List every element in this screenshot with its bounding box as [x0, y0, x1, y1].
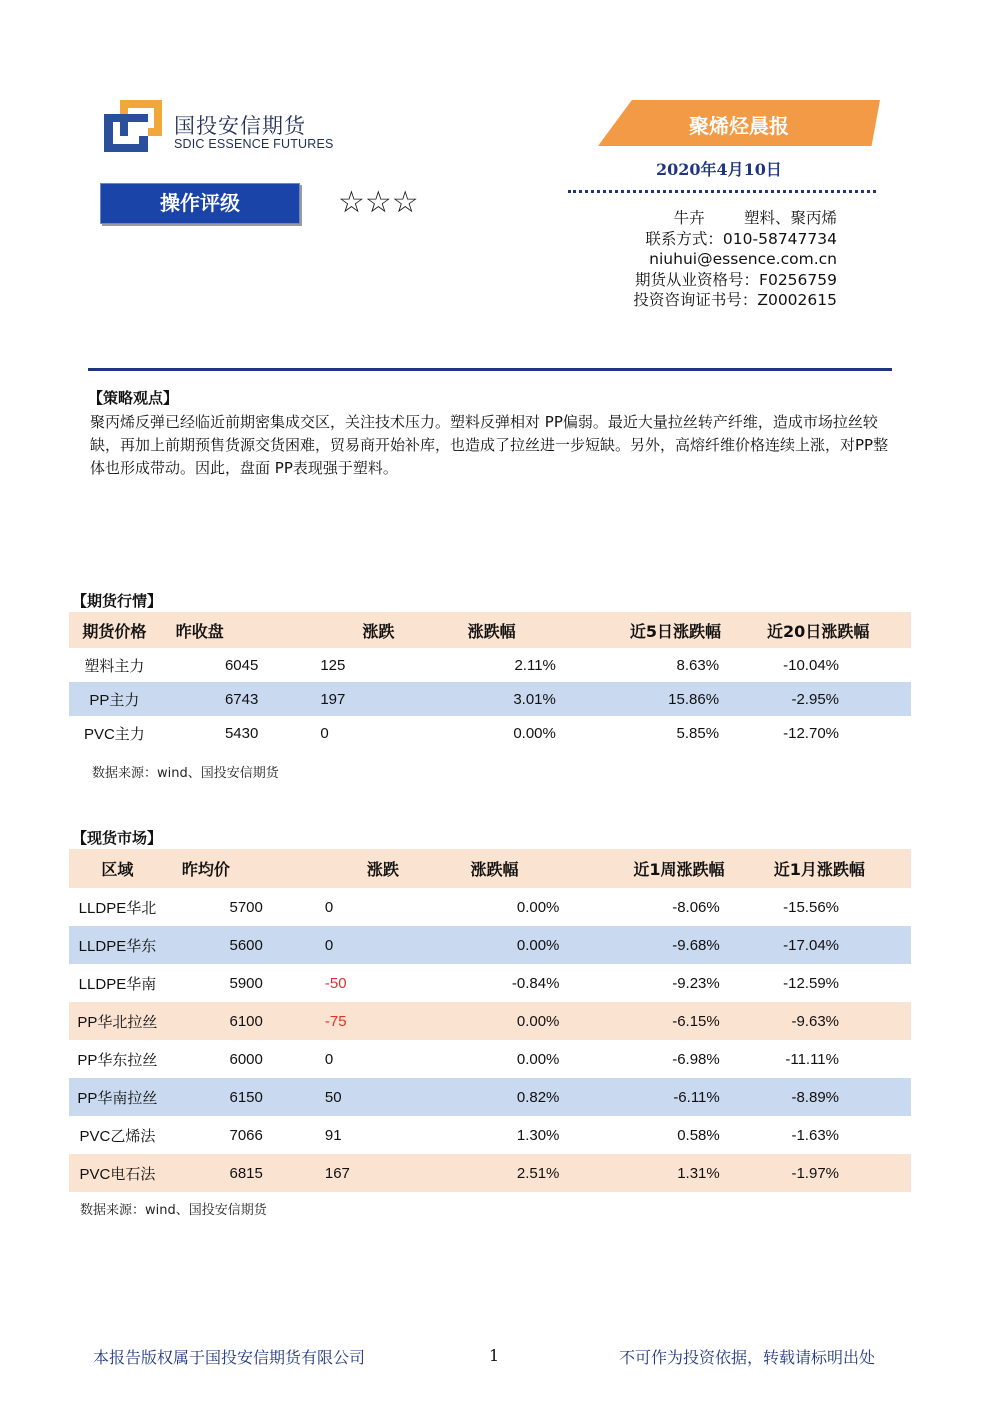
- table-cell: -11.11%: [785, 1050, 839, 1068]
- table-cell: 6000: [229, 1050, 263, 1068]
- table-cell: 91: [324, 1126, 342, 1144]
- table-row: [69, 888, 911, 926]
- table-cell: 167: [325, 1154, 451, 1192]
- col-header: 近1月涨跌幅: [756, 849, 911, 888]
- table-cell: -1.63%: [791, 1126, 839, 1144]
- table-cell: -10.04%: [783, 656, 839, 674]
- table-cell: 0: [324, 1050, 334, 1068]
- table-cell: PVC主力: [83, 725, 145, 743]
- futures-table: [69, 612, 911, 750]
- analyst-advisory-license: 投资咨询证书号：Z0002615: [633, 291, 837, 309]
- table-cell: 0: [320, 724, 329, 742]
- table-row: [69, 1116, 911, 1154]
- table-cell: -6.11%: [617, 1078, 755, 1116]
- table-cell: 5600: [166, 926, 325, 964]
- table-cell: LLDPE华南: [78, 975, 157, 993]
- table-cell: -9.23%: [672, 974, 720, 992]
- logo-text-en: SDIC ESSENCE FUTURES: [174, 137, 334, 151]
- table-cell: 5430: [224, 724, 259, 742]
- table-cell: 0.00%: [516, 1050, 560, 1068]
- table-cell: 0: [325, 926, 451, 964]
- table-cell: 6815: [166, 1154, 325, 1192]
- analyst-info: [633, 208, 837, 311]
- table-cell: 50: [325, 1078, 451, 1116]
- table-cell: PVC电石法: [69, 1154, 166, 1192]
- table-cell: 2.51%: [451, 1154, 618, 1192]
- futures-data-source: 数据来源：wind、国投安信期货: [92, 766, 279, 781]
- report-date: 2020年4月10日: [656, 160, 782, 179]
- table-cell: -6.98%: [672, 1050, 720, 1068]
- analyst-phone: 联系方式：010-58747734: [645, 229, 837, 248]
- col-header: 涨跌: [325, 849, 451, 888]
- logo-text-cn: 国投安信期货: [174, 114, 306, 138]
- table-cell: PP主力: [69, 682, 160, 716]
- table-cell: 0.00%: [516, 898, 560, 916]
- report-title-banner: [598, 100, 880, 146]
- table-cell: 6045: [224, 656, 259, 674]
- table-cell: -1.97%: [756, 1154, 911, 1192]
- table-cell: 5900: [229, 974, 263, 992]
- table-cell: 1.31%: [617, 1154, 755, 1192]
- spot-data-source: 数据来源：wind、国投安信期货: [80, 1203, 267, 1218]
- col-header: 昨收盘: [160, 612, 321, 648]
- table-row: [69, 1154, 911, 1192]
- strategy-title: 【策略观点】: [88, 389, 179, 407]
- col-header: 近1周涨跌幅: [617, 849, 755, 888]
- table-cell: 7066: [229, 1126, 263, 1144]
- report-title: 聚烯烃晨报: [689, 114, 789, 138]
- table-row: [69, 648, 911, 682]
- table-row: [69, 1002, 911, 1040]
- table-cell: 0: [324, 898, 334, 916]
- spot-section-title: 【现货市场】: [72, 829, 163, 847]
- table-header-row: [69, 849, 911, 888]
- table-cell: -15.56%: [783, 898, 839, 916]
- table-cell: 1.30%: [516, 1126, 560, 1144]
- analyst-email: niuhui@essence.com.cn: [649, 250, 837, 268]
- table-cell: -12.70%: [783, 724, 839, 742]
- dotted-divider: [568, 190, 876, 193]
- table-cell: 5700: [229, 898, 263, 916]
- table-cell: LLDPE华北: [78, 899, 157, 917]
- table-cell: -6.15%: [617, 1002, 755, 1040]
- table-row: [69, 964, 911, 1002]
- table-cell: PP华北拉丝: [69, 1002, 166, 1040]
- col-header: 区域: [69, 849, 166, 888]
- analyst-name-coverage: 牛卉 塑料、聚丙烯: [673, 209, 837, 227]
- spot-table: [69, 849, 911, 1192]
- page-number: 1: [489, 1346, 500, 1365]
- table-cell: LLDPE华东: [69, 926, 166, 964]
- table-cell: -17.04%: [756, 926, 911, 964]
- col-header: 涨跌幅: [451, 849, 618, 888]
- col-header: 近20日涨跌幅: [755, 612, 911, 648]
- table-cell: 8.63%: [676, 656, 720, 674]
- table-cell: 0.00%: [451, 1002, 618, 1040]
- table-row: [69, 1078, 911, 1116]
- table-cell: -50: [324, 974, 347, 992]
- table-cell: -0.84%: [511, 974, 560, 992]
- table-cell: 0.58%: [677, 1126, 720, 1144]
- table-cell: 6100: [166, 1002, 325, 1040]
- table-cell: 6150: [166, 1078, 325, 1116]
- table-cell: -2.95%: [755, 682, 911, 716]
- table-cell: -9.63%: [756, 1002, 911, 1040]
- futures-section-title: 【期货行情】: [72, 592, 163, 610]
- table-cell: PVC乙烯法: [79, 1127, 156, 1145]
- col-header: 近5日涨跌幅: [614, 612, 755, 648]
- rating-label-box: 操作评级: [100, 183, 300, 224]
- table-row: [69, 716, 911, 750]
- table-row: [69, 926, 911, 964]
- table-cell: 6743: [160, 682, 321, 716]
- header-divider: [88, 368, 892, 371]
- table-cell: PP华南拉丝: [69, 1078, 166, 1116]
- table-cell: 197: [320, 682, 447, 716]
- table-cell: -75: [325, 1002, 451, 1040]
- table-cell: 0.00%: [451, 926, 618, 964]
- table-cell: 2.11%: [514, 656, 556, 674]
- col-header: 涨跌幅: [448, 612, 614, 648]
- footer-disclaimer: 不可作为投资依据，转载请标明出处: [619, 1348, 876, 1367]
- table-cell: -8.06%: [672, 898, 720, 916]
- table-cell: 3.01%: [448, 682, 614, 716]
- col-header: 昨均价: [166, 849, 325, 888]
- table-cell: 5.85%: [676, 724, 720, 742]
- table-cell: -9.68%: [617, 926, 755, 964]
- analyst-futures-license: 期货从业资格号：F0256759: [635, 270, 837, 289]
- rating-stars: ☆☆☆: [338, 185, 419, 220]
- footer-copyright: 本报告版权属于国投安信期货有限公司: [93, 1348, 366, 1367]
- table-cell: 塑料主力: [84, 657, 145, 675]
- table-row: [69, 682, 911, 716]
- strategy-body: 聚丙烯反弹已经临近前期密集成交区，关注技术压力。塑料反弹相对 PP偏弱。最近大量拉丝转产纤维，造成市场拉丝较缺，再加上前期预售货源交货困难，贸易商开始补库，也造成了拉丝进一步短缺。另外，高熔纤维价格连续上涨，对PP整体也形成带动。因此，盘面 PP表现强于塑料。: [90, 413, 889, 477]
- table-cell: PP华东拉丝: [77, 1051, 158, 1069]
- table-cell: -8.89%: [756, 1078, 911, 1116]
- col-header: 期货价格: [69, 612, 160, 648]
- table-cell: -12.59%: [783, 974, 839, 992]
- table-cell: 15.86%: [614, 682, 755, 716]
- logo-mark-icon: [104, 100, 162, 152]
- company-logo: [104, 100, 334, 155]
- table-header-row: [69, 612, 911, 648]
- table-cell: 125: [320, 656, 346, 674]
- col-header: 涨跌: [320, 612, 447, 648]
- table-cell: 0.00%: [513, 724, 556, 742]
- table-cell: 0.82%: [451, 1078, 618, 1116]
- table-row: [69, 1040, 911, 1078]
